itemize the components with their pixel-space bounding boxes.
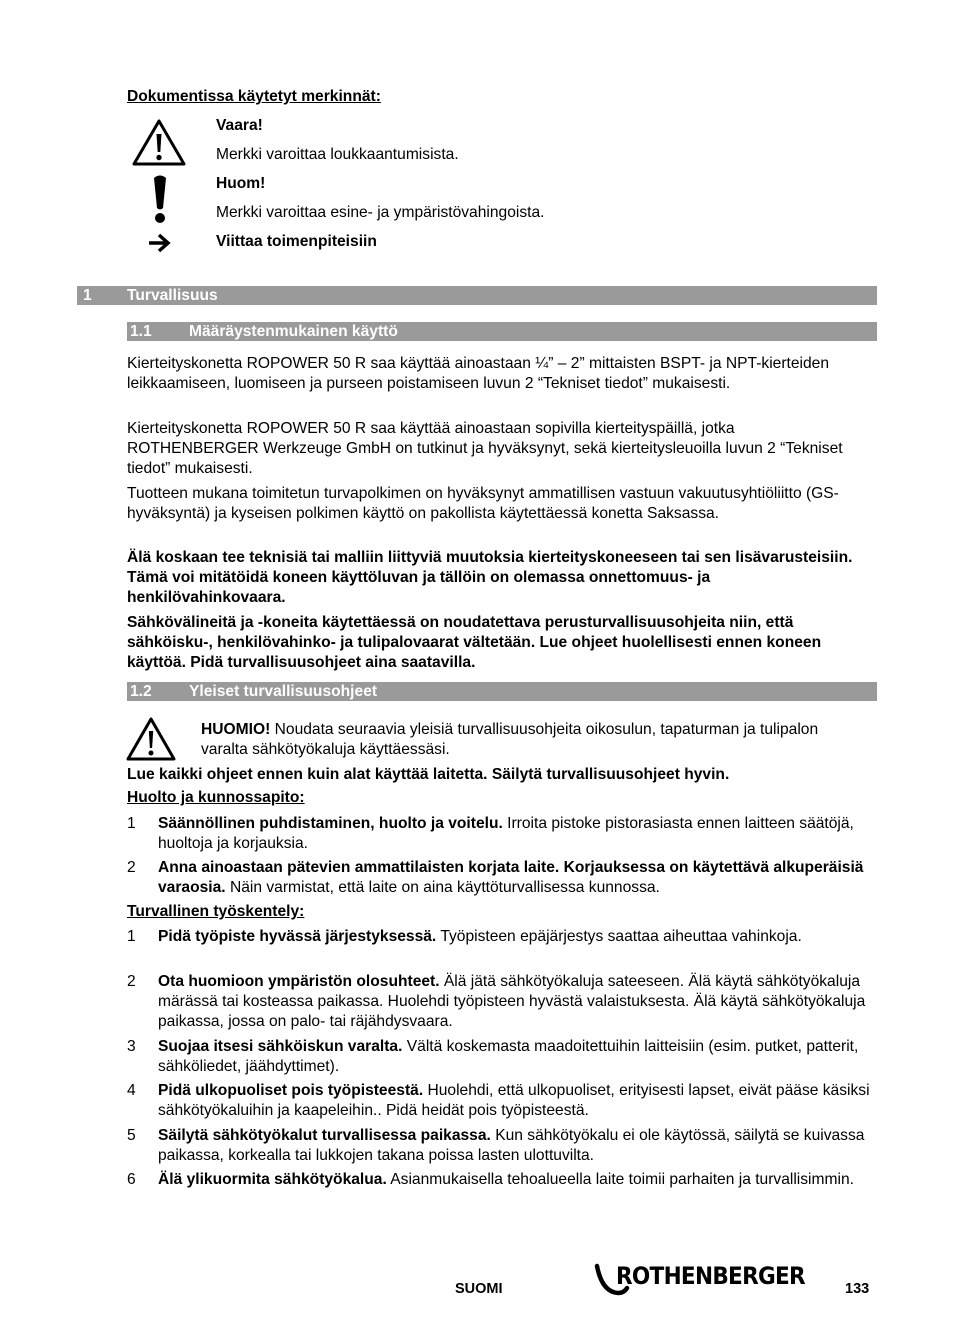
section-1-2-number: 1.2 xyxy=(130,683,152,700)
section-1-1-heading xyxy=(127,322,877,341)
general-warning-text xyxy=(201,720,841,760)
section-1-heading xyxy=(77,286,877,305)
list-item-text: Työpisteen epäjärjestys saattaa aiheuttaa vahinkoja. xyxy=(436,928,802,945)
list-item-text: Vältä koskemasta maadoitettuihin laitteisiin (esim. putket, patterit, sähköliedet, jäähdyttimet). xyxy=(158,1038,859,1075)
list-number: 1 xyxy=(127,928,136,945)
section-1-1-title: Määräystenmukainen käyttö xyxy=(189,323,398,340)
intended-use-paragraph-1: Kierteityskonetta ROPOWER 50 R saa käyttää ainoastaan ¼” – 2” mittaisten BSPT- ja NPT-kierteiden leikkaamiseen, luomiseen ja purseen poistamiseen luvun 2 “Tekniset tiedot” mukaisesti. xyxy=(127,355,830,392)
section-1-title: Turvallisuus xyxy=(127,287,218,304)
warning-body: Noudata seuraavia yleisiä turvallisuusohjeita oikosulun, tapaturman ja tulipalon varalta sähkötyökaluja käyttäessäsi. xyxy=(201,721,819,758)
list-item-text: Asianmukaisella tehoalueella laite toimii parhaiten ja turvallisimmin. xyxy=(386,1171,854,1188)
footer-language: SUOMI xyxy=(455,1281,503,1297)
list-number: 1 xyxy=(127,815,136,832)
safe-work-heading: Turvallinen työskentely: xyxy=(127,903,305,920)
list-item-bold: Älä ylikuormita sähkötyökalua. xyxy=(158,1171,387,1188)
warning-label: HUOMIO! xyxy=(201,721,271,738)
section-1-number: 1 xyxy=(83,287,92,304)
brand-name: ROTHENBERGER xyxy=(616,1262,805,1290)
basic-safety-notice: Sähkövälineitä ja -koneita käytettäessä on noudatettava perusturvallisuusohjeita niin, että sähköisku-, henkilövahinko- ja tulipalovaarat vältetään. Lue ohjeet huolellisesti ennen koneen käyttöä. Pidä turvallisuusohjeet aina saatavilla. xyxy=(127,614,822,671)
modification-warning: Älä koskaan tee teknisiä tai malliin liittyviä muutoksia kierteityskoneeseen tai sen lisävarusteisiin. Tämä voi mitätöidä koneen käyttöluvan ja tällöin on olemassa onnettomuus- ja henkilövahinkovaara. xyxy=(127,549,853,606)
maintenance-heading: Huolto ja kunnossapito: xyxy=(127,789,305,806)
danger-title: Vaara! xyxy=(216,117,263,134)
intended-use-paragraph-2: Kierteityskonetta ROPOWER 50 R saa käyttää ainoastaan sopivilla kierteityspäillä, jotka ROTHENBERGER Werkzeuge GmbH on tutkinut ja hyväksynyt, sekä kierteitysleuoilla luvun 2 “Tekniset tiedot” mukaisesti. xyxy=(127,420,843,477)
warning-triangle-icon xyxy=(126,716,176,762)
brand-logo xyxy=(594,1262,834,1298)
list-number: 4 xyxy=(127,1082,136,1099)
warning-triangle-icon xyxy=(132,118,186,166)
section-1-1-number: 1.1 xyxy=(130,323,152,340)
read-all-instructions: Lue kaikki ohjeet ennen kuin alat käyttää laitetta. Säilytä turvallisuusohjeet hyvin. xyxy=(127,766,730,783)
page-number: 133 xyxy=(845,1281,870,1297)
action-text: Viittaa toimenpiteisiin xyxy=(216,233,377,250)
list-item-text: Näin varmistat, että laite on aina käyttöturvallisessa kunnossa. xyxy=(225,879,660,896)
list-item-bold: Pidä ulkopuoliset pois työpisteestä. xyxy=(158,1082,424,1099)
list-item-text: Huolehdi, että ulkopuoliset, erityisesti lapset, eivät pääse käsiksi sähkötyökaluihin ja kaapeleihin.. Pidä heidät pois työpisteestä. xyxy=(158,1082,870,1119)
list-item-bold: Suojaa itsesi sähköiskun varalta. xyxy=(158,1038,403,1055)
list-item-bold: Pidä työpiste hyvässä järjestyksessä. xyxy=(158,928,437,945)
exclamation-icon xyxy=(150,174,170,224)
list-item-bold: Anna ainoastaan pätevien ammattilaisten korjata laite. Korjauksessa on käytettävä alkuperäisiä varaosia. xyxy=(158,859,864,896)
list-number: 3 xyxy=(127,1038,136,1055)
note-title: Huom! xyxy=(216,175,266,192)
list-item-text: Irroita pistoke pistorasiasta ennen laitteen säätöjä, huoltoja ja korjauksia. xyxy=(158,815,854,852)
arrow-right-icon xyxy=(148,233,172,253)
list-item-text: Älä jätä sähkötyökaluja sateeseen. Älä käytä sähkötyökaluja märässä tai kosteassa paikassa. Huolehdi työpisteen hyvästä valaistuksesta. Älä käytä sähkötyökaluja paikassa, jossa on palo- tai räjähdysvaara. xyxy=(158,973,866,1030)
list-item-text: Kun sähkötyökalu ei ole käytössä, säilytä se kuivassa paikassa, korkealla tai lukkojen takana poissa lasten ulottuvilta. xyxy=(158,1127,865,1164)
list-item-bold: Ota huomioon ympäristön olosuhteet. xyxy=(158,973,440,990)
list-number: 2 xyxy=(127,973,136,990)
legend-title: Dokumentissa käytetyt merkinnät: xyxy=(127,88,381,105)
section-1-2-heading xyxy=(127,682,877,701)
list-number: 6 xyxy=(127,1171,136,1188)
list-number: 5 xyxy=(127,1127,136,1144)
list-number: 2 xyxy=(127,859,136,876)
list-item-bold: Säilytä sähkötyökalut turvallisessa paikassa. xyxy=(158,1127,491,1144)
danger-text: Merkki varoittaa loukkaantumisista. xyxy=(216,146,459,163)
list-item-bold: Säännöllinen puhdistaminen, huolto ja voitelu. xyxy=(158,815,503,832)
intended-use-paragraph-3: Tuotteen mukana toimitetun turvapolkimen on hyväksynyt ammatillisen vastuun vakuutusyhtiöliitto (GS-hyväksyntä) ja kyseisen polkimen käyttö on pakollista käytettäessä konetta Saksassa. xyxy=(127,485,839,522)
note-text: Merkki varoittaa esine- ja ympäristövahingoista. xyxy=(216,204,545,221)
section-1-2-title: Yleiset turvallisuusohjeet xyxy=(189,683,378,700)
